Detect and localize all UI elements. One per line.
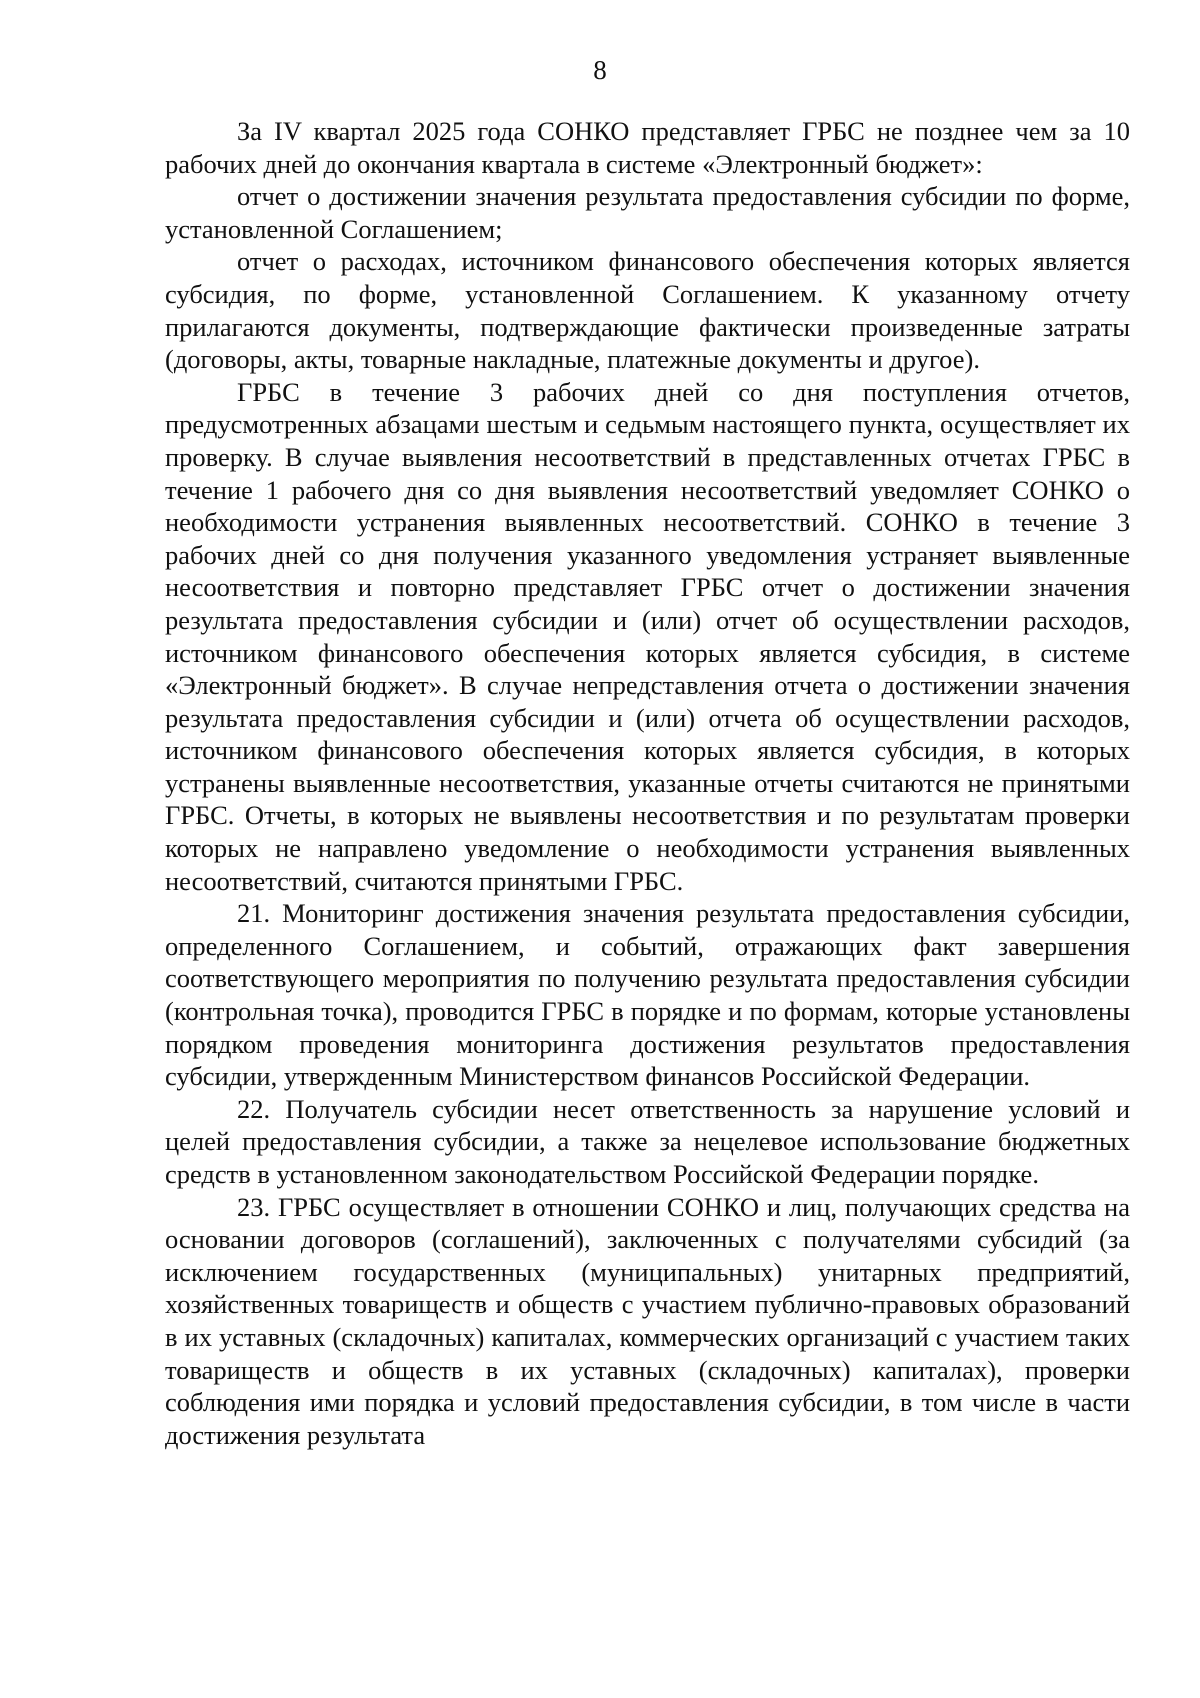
- paragraph-clause-23: 23. ГРБС осуществляет в отношении СОНКО и лиц, получающих средства на основании договоров (соглашений), заключенных с получателями субсидий (за исключением государственных (муниципальных) унитарных предприятий, хозяйственных товариществ и обществ с участием публично-правовых образований в их уставных (складочных) капиталах, коммерческих организаций с участием таких товариществ и обществ в их уставных (складочных) капиталах), проверки соблюдения ими порядка и условий предоставления субсидии, в том числе в части достижения результата: [165, 1191, 1130, 1450]
- document-body: [165, 115, 1130, 1451]
- paragraph-q4-reporting: За IV квартал 2025 года СОНКО представляет ГРБС не позднее чем за 10 рабочих дней до окончания квартала в системе «Электронный бюджет»:: [165, 116, 1130, 179]
- page-number: 8: [593, 55, 607, 85]
- paragraph-result-report: отчет о достижении значения результата предоставления субсидии по форме, установленной Соглашением;: [165, 181, 1130, 244]
- paragraph-expense-report: отчет о расходах, источником финансового обеспечения которых является субсидия, по форме, установленной Соглашением. К указанному отчету прилагаются документы, подтверждающие фактически произведенные затраты (договоры, акты, товарные накладные, платежные документы и другое).: [165, 246, 1130, 375]
- paragraph-clause-21: 21. Мониторинг достижения значения результата предоставления субсидии, определенного Соглашением, и событий, отражающих факт завершения соответствующего мероприятия по получению результата предоставления субсидии (контрольная точка), проводится ГРБС в порядке и по формам, которые установлены порядком проведения мониторинга достижения результатов предоставления субсидии, утвержденным Министерством финансов Российской Федерации.: [165, 898, 1130, 1092]
- paragraph-clause-22: 22. Получатель субсидии несет ответственность за нарушение условий и целей предоставления субсидии, а также за нецелевое использование бюджетных средств в установленном законодательством Российской Федерации порядке.: [165, 1093, 1130, 1189]
- paragraph-report-verification: ГРБС в течение 3 рабочих дней со дня поступления отчетов, предусмотренных абзацами шестым и седьмым настоящего пункта, осуществляет их проверку. В случае выявления несоответствий в представленных отчетах ГРБС в течение 1 рабочего дня со дня выявления несоответствий уведомляет СОНКО о необходимости устранения выявленных несоответствий. СОНКО в течение 3 рабочих дней со дня получения указанного уведомления устраняет выявленные несоответствия и повторно представляет ГРБС отчет о достижении значения результата предоставления субсидии и (или) отчет об осуществлении расходов, источником финансового обеспечения которых является субсидия, в системе «Электронный бюджет». В случае непредставления отчета о достижении значения результата предоставления субсидии и (или) отчета об осуществлении расходов, источником финансового обеспечения которых является субсидия, в которых устранены выявленные несоответствия, указанные отчеты считаются не принятыми ГРБС. Отчеты, в которых не выявлены несоответствия и по результатам проверки которых не направлено уведомление о необходимости устранения выявленных несоответствий, считаются принятыми ГРБС.: [165, 376, 1130, 896]
